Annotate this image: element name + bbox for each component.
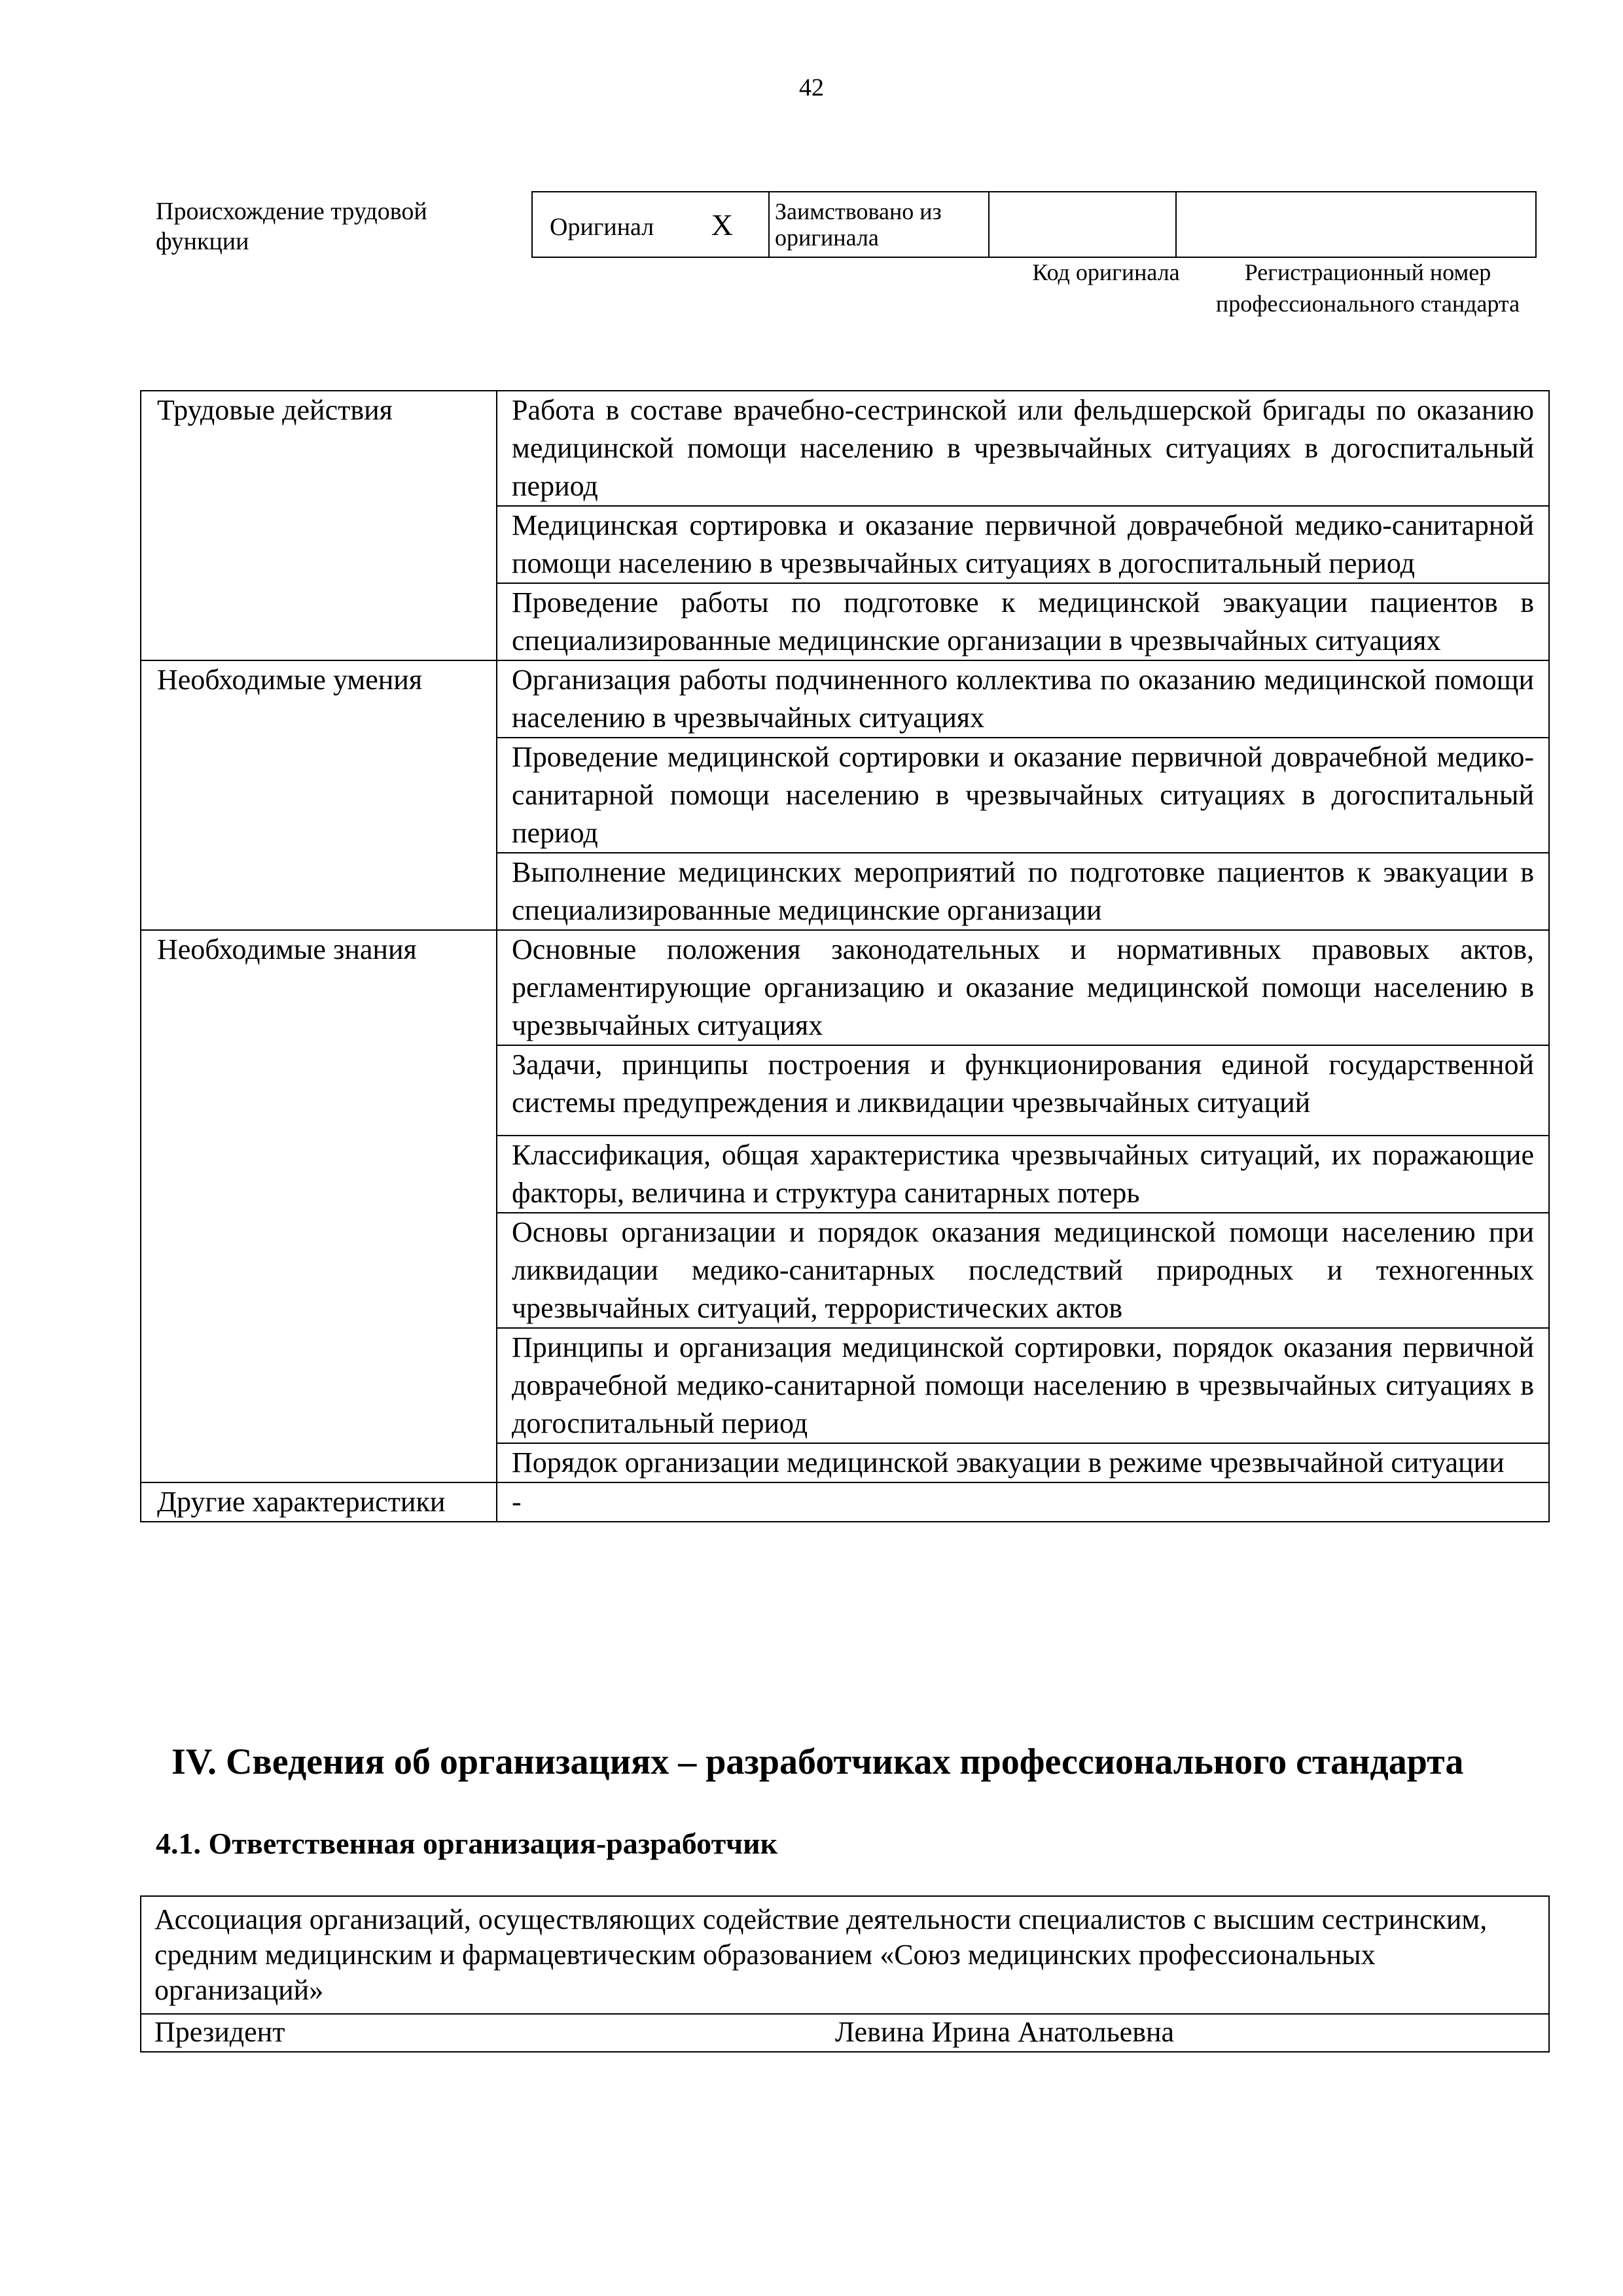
- table-cell: Порядок организации медицинской эвакуации в режиме чрезвычайной ситуации: [497, 1443, 1549, 1482]
- table-row: [141, 930, 1549, 1045]
- row-label-knowledge: Необходимые знания: [141, 930, 497, 1482]
- origin-original-cell: [532, 192, 769, 257]
- organization-name: Ассоциация организаций, осуществляющих содействие деятельности специалистов с высшим сестринским, средним медицинским и фармацевтическим образованием «Союз медицинских профессиональных организаций»: [141, 1896, 1549, 2014]
- origin-table: [531, 191, 1537, 258]
- table-cell: Работа в составе врачебно-сестринской или фельдшерской бригады по оказанию медицинской помощи населению в чрезвычайных ситуациях в догоспитальный период: [497, 391, 1549, 506]
- code-caption: Код оригинала: [1032, 259, 1180, 285]
- table-cell: Классификация, общая характеристика чрезвычайных ситуаций, их поражающие факторы, величина и структура санитарных потерь: [497, 1136, 1549, 1213]
- borrowed-label: Заимствовано из оригинала: [769, 192, 989, 257]
- row-label-skills: Необходимые умения: [141, 660, 497, 930]
- original-label: Оригинал: [550, 213, 654, 241]
- organization-table: [140, 1895, 1550, 2053]
- section-title: IV. Сведения об организациях – разработчиках профессионального стандарта: [171, 1742, 1464, 1782]
- table-row: [141, 1896, 1549, 2014]
- table-cell: Организация работы подчиненного коллектива по оказанию медицинской помощи населению в чрезвычайных ситуациях: [497, 660, 1549, 738]
- table-cell: Проведение работы по подготовке к медицинской эвакуации пациентов в специализированные медицинские организации в чрезвычайных ситуациях: [497, 583, 1549, 660]
- table-cell: Основные положения законодательных и нормативных правовых актов, регламентирующие организацию и оказание медицинской помощи населению в чрезвычайных ситуациях: [497, 930, 1549, 1045]
- function-table: [140, 390, 1550, 1522]
- row-label-other: Другие характеристики: [141, 1482, 497, 1522]
- page-number: 42: [799, 74, 824, 101]
- origin-label: Происхождение трудовой функции: [156, 198, 427, 255]
- table-cell: Проведение медицинской сортировки и оказание первичной доврачебной медико-санитарной помощи населению в чрезвычайных ситуациях в догоспитальный период: [497, 738, 1549, 853]
- table-cell: -: [497, 1482, 1549, 1522]
- row-label-actions: Трудовые действия: [141, 391, 497, 660]
- table-row: [141, 2014, 1549, 2052]
- original-mark: X: [711, 207, 733, 242]
- president-row: [141, 2014, 1549, 2052]
- table-cell: Задачи, принципы построения и функционирования единой государственной системы предупреждения и ликвидации чрезвычайных ситуаций: [497, 1045, 1549, 1136]
- original-code-cell: [989, 192, 1176, 257]
- table-cell: Принципы и организация медицинской сортировки, порядок оказания первичной доврачебной медико-санитарной помощи населению в чрезвычайных ситуациях в догоспитальный период: [497, 1328, 1549, 1443]
- table-cell: Основы организации и порядок оказания медицинской помощи населению при ликвидации медико-санитарных последствий природных и техногенных чрезвычайных ситуаций, террористических актов: [497, 1213, 1549, 1328]
- position-label: Президент: [154, 2016, 285, 2048]
- person-name: Левина Ирина Анатольевна: [835, 2016, 1175, 2048]
- table-cell: Медицинская сортировка и оказание первичной доврачебной медико-санитарной помощи населению в чрезвычайных ситуациях в догоспитальный период: [497, 506, 1549, 583]
- table-row: [141, 1482, 1549, 1522]
- table-row: [141, 660, 1549, 738]
- table-cell: Выполнение медицинских мероприятий по подготовке пациентов к эвакуации в специализированные медицинские организации: [497, 853, 1549, 930]
- table-row: [141, 391, 1549, 506]
- subsection-title: 4.1. Ответственная организация-разработчик: [156, 1827, 778, 1860]
- registration-number-cell: [1176, 192, 1536, 257]
- registration-caption: Регистрационный номер профессионального стандарта: [1215, 259, 1520, 317]
